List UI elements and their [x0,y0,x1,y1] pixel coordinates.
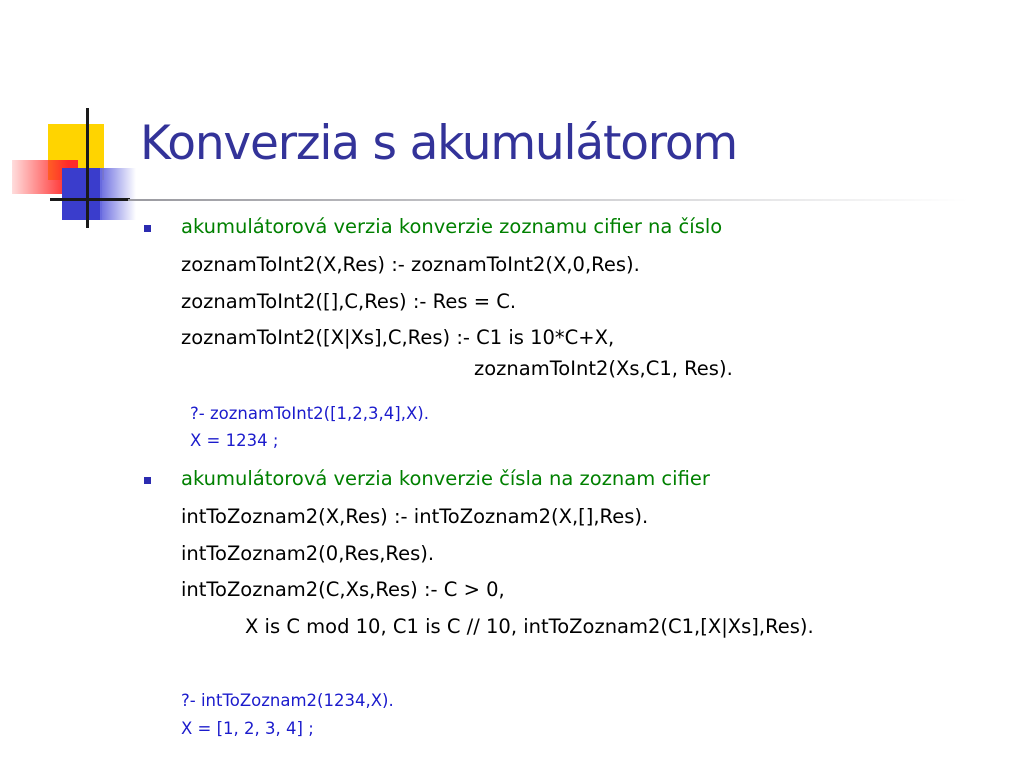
decor-horizontal-line [50,198,130,201]
section1-query-result: X = 1234 ; [190,431,279,450]
section2-code-line: intToZoznam2(C,Xs,Res) :- C > 0, [181,578,505,601]
section1-code-line: zoznamToInt2([],C,Res) :- Res = C. [181,290,517,313]
section2-query: ?- intToZoznam2(1234,X). [181,691,394,710]
section1-code-line: zoznamToInt2(Xs,C1, Res). [474,357,733,380]
section1-code-line: zoznamToInt2(X,Res) :- zoznamToInt2(X,0,Res). [181,253,640,276]
slide-title: Konverzia s akumulátorom [140,116,737,171]
bullet-icon [144,477,151,484]
decor-vertical-line [86,108,89,228]
decor-blue-square [62,168,102,220]
section1-query: ?- zoznamToInt2([1,2,3,4],X). [190,404,429,423]
decor-blue-fade [100,168,136,220]
section2-code-line: intToZoznam2(0,Res,Res). [181,542,435,565]
section1-heading: akumulátorová verzia konverzie zoznamu cifier na číslo [181,215,723,238]
title-underline [128,199,968,201]
section2-heading: akumulátorová verzia konverzie čísla na zoznam cifier [181,467,710,490]
section2-query-result: X = [1, 2, 3, 4] ; [181,719,314,738]
section2-code-line: X is C mod 10, C1 is C // 10, intToZoznam2(C1,[X|Xs],Res). [245,615,814,638]
bullet-icon [144,225,151,232]
section1-code-line: zoznamToInt2([X|Xs],C,Res) :- C1 is 10*C+X, [181,326,615,349]
section2-code-line: intToZoznam2(X,Res) :- intToZoznam2(X,[],Res). [181,505,649,528]
